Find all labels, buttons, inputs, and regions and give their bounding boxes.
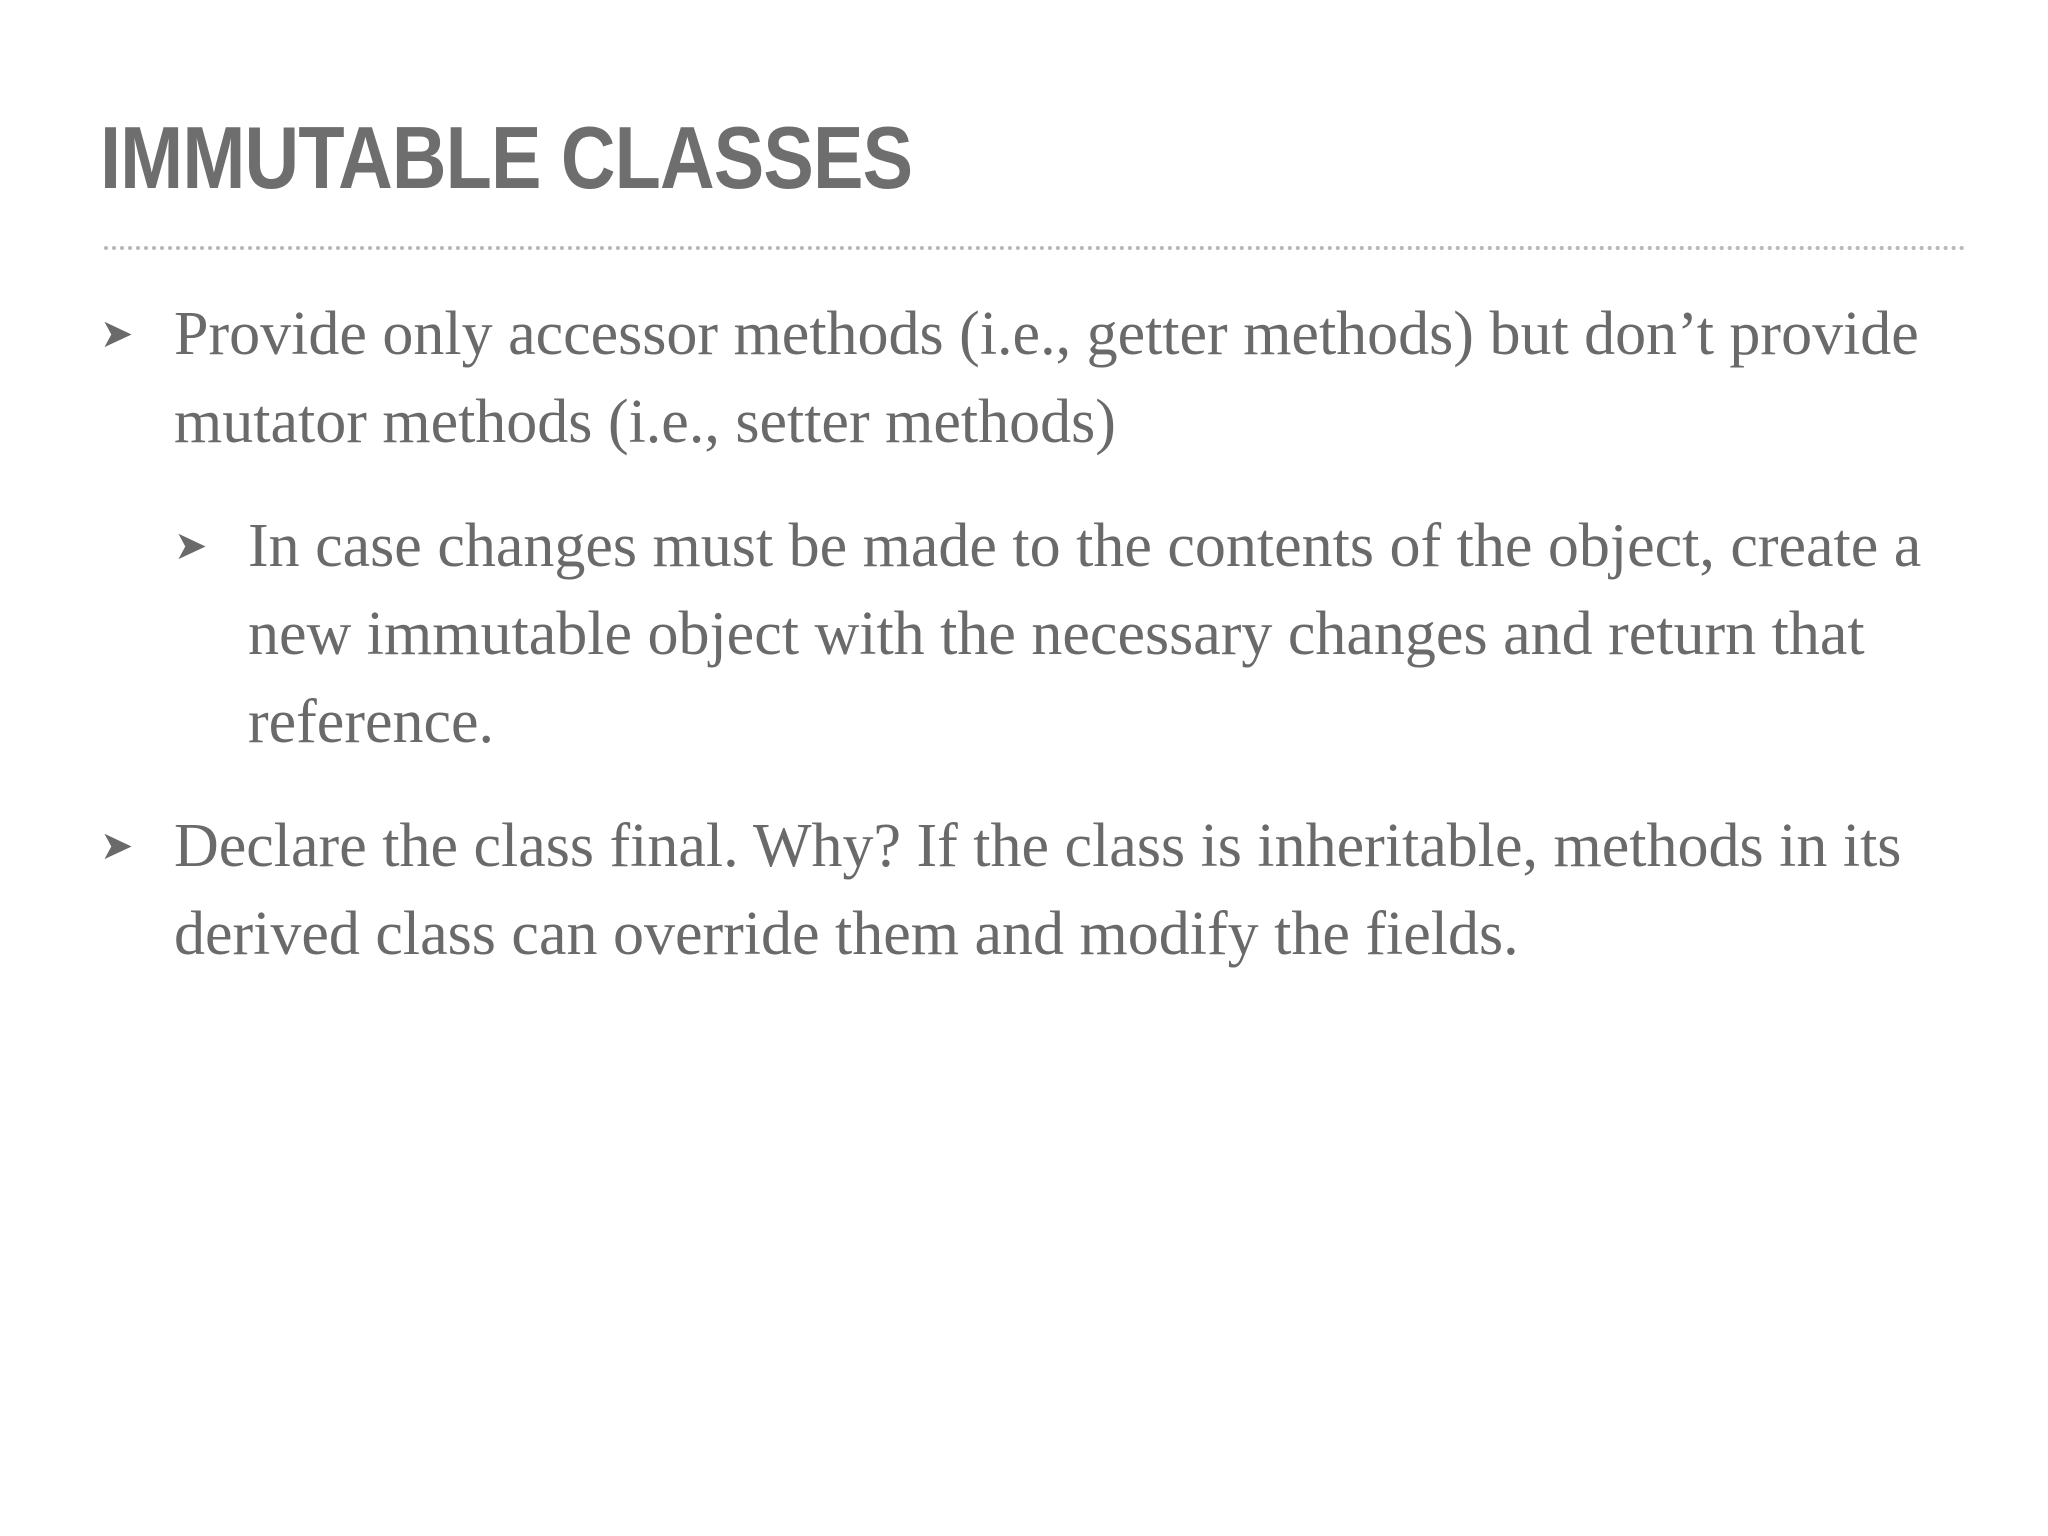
arrowhead-icon: ➤ bbox=[174, 523, 208, 569]
arrowhead-icon: ➤ bbox=[100, 311, 134, 357]
bullet-text: Provide only accessor methods (i.e., getter methods) but don’t provide mutator methods (i.e., setter methods) bbox=[174, 300, 1919, 456]
arrowhead-icon: ➤ bbox=[100, 823, 134, 869]
sub-bullet-text: In case changes must be made to the contents of the object, create a new immutable object with the necessary changes and return that reference. bbox=[248, 512, 1922, 756]
bullet-text: Declare the class final. Why? If the class is inheritable, methods in its derived class can override them and modify the fields. bbox=[174, 812, 1902, 968]
bullet-list bbox=[100, 290, 1980, 978]
bullet-item-accessor-methods bbox=[100, 290, 1980, 766]
sub-bullet-list bbox=[174, 502, 1980, 766]
slide-title: IMMUTABLE CLASSES bbox=[100, 108, 913, 207]
sub-bullet-item-new-object bbox=[174, 502, 1980, 766]
bullet-item-final-class bbox=[100, 802, 1980, 978]
title-divider bbox=[104, 246, 1966, 250]
